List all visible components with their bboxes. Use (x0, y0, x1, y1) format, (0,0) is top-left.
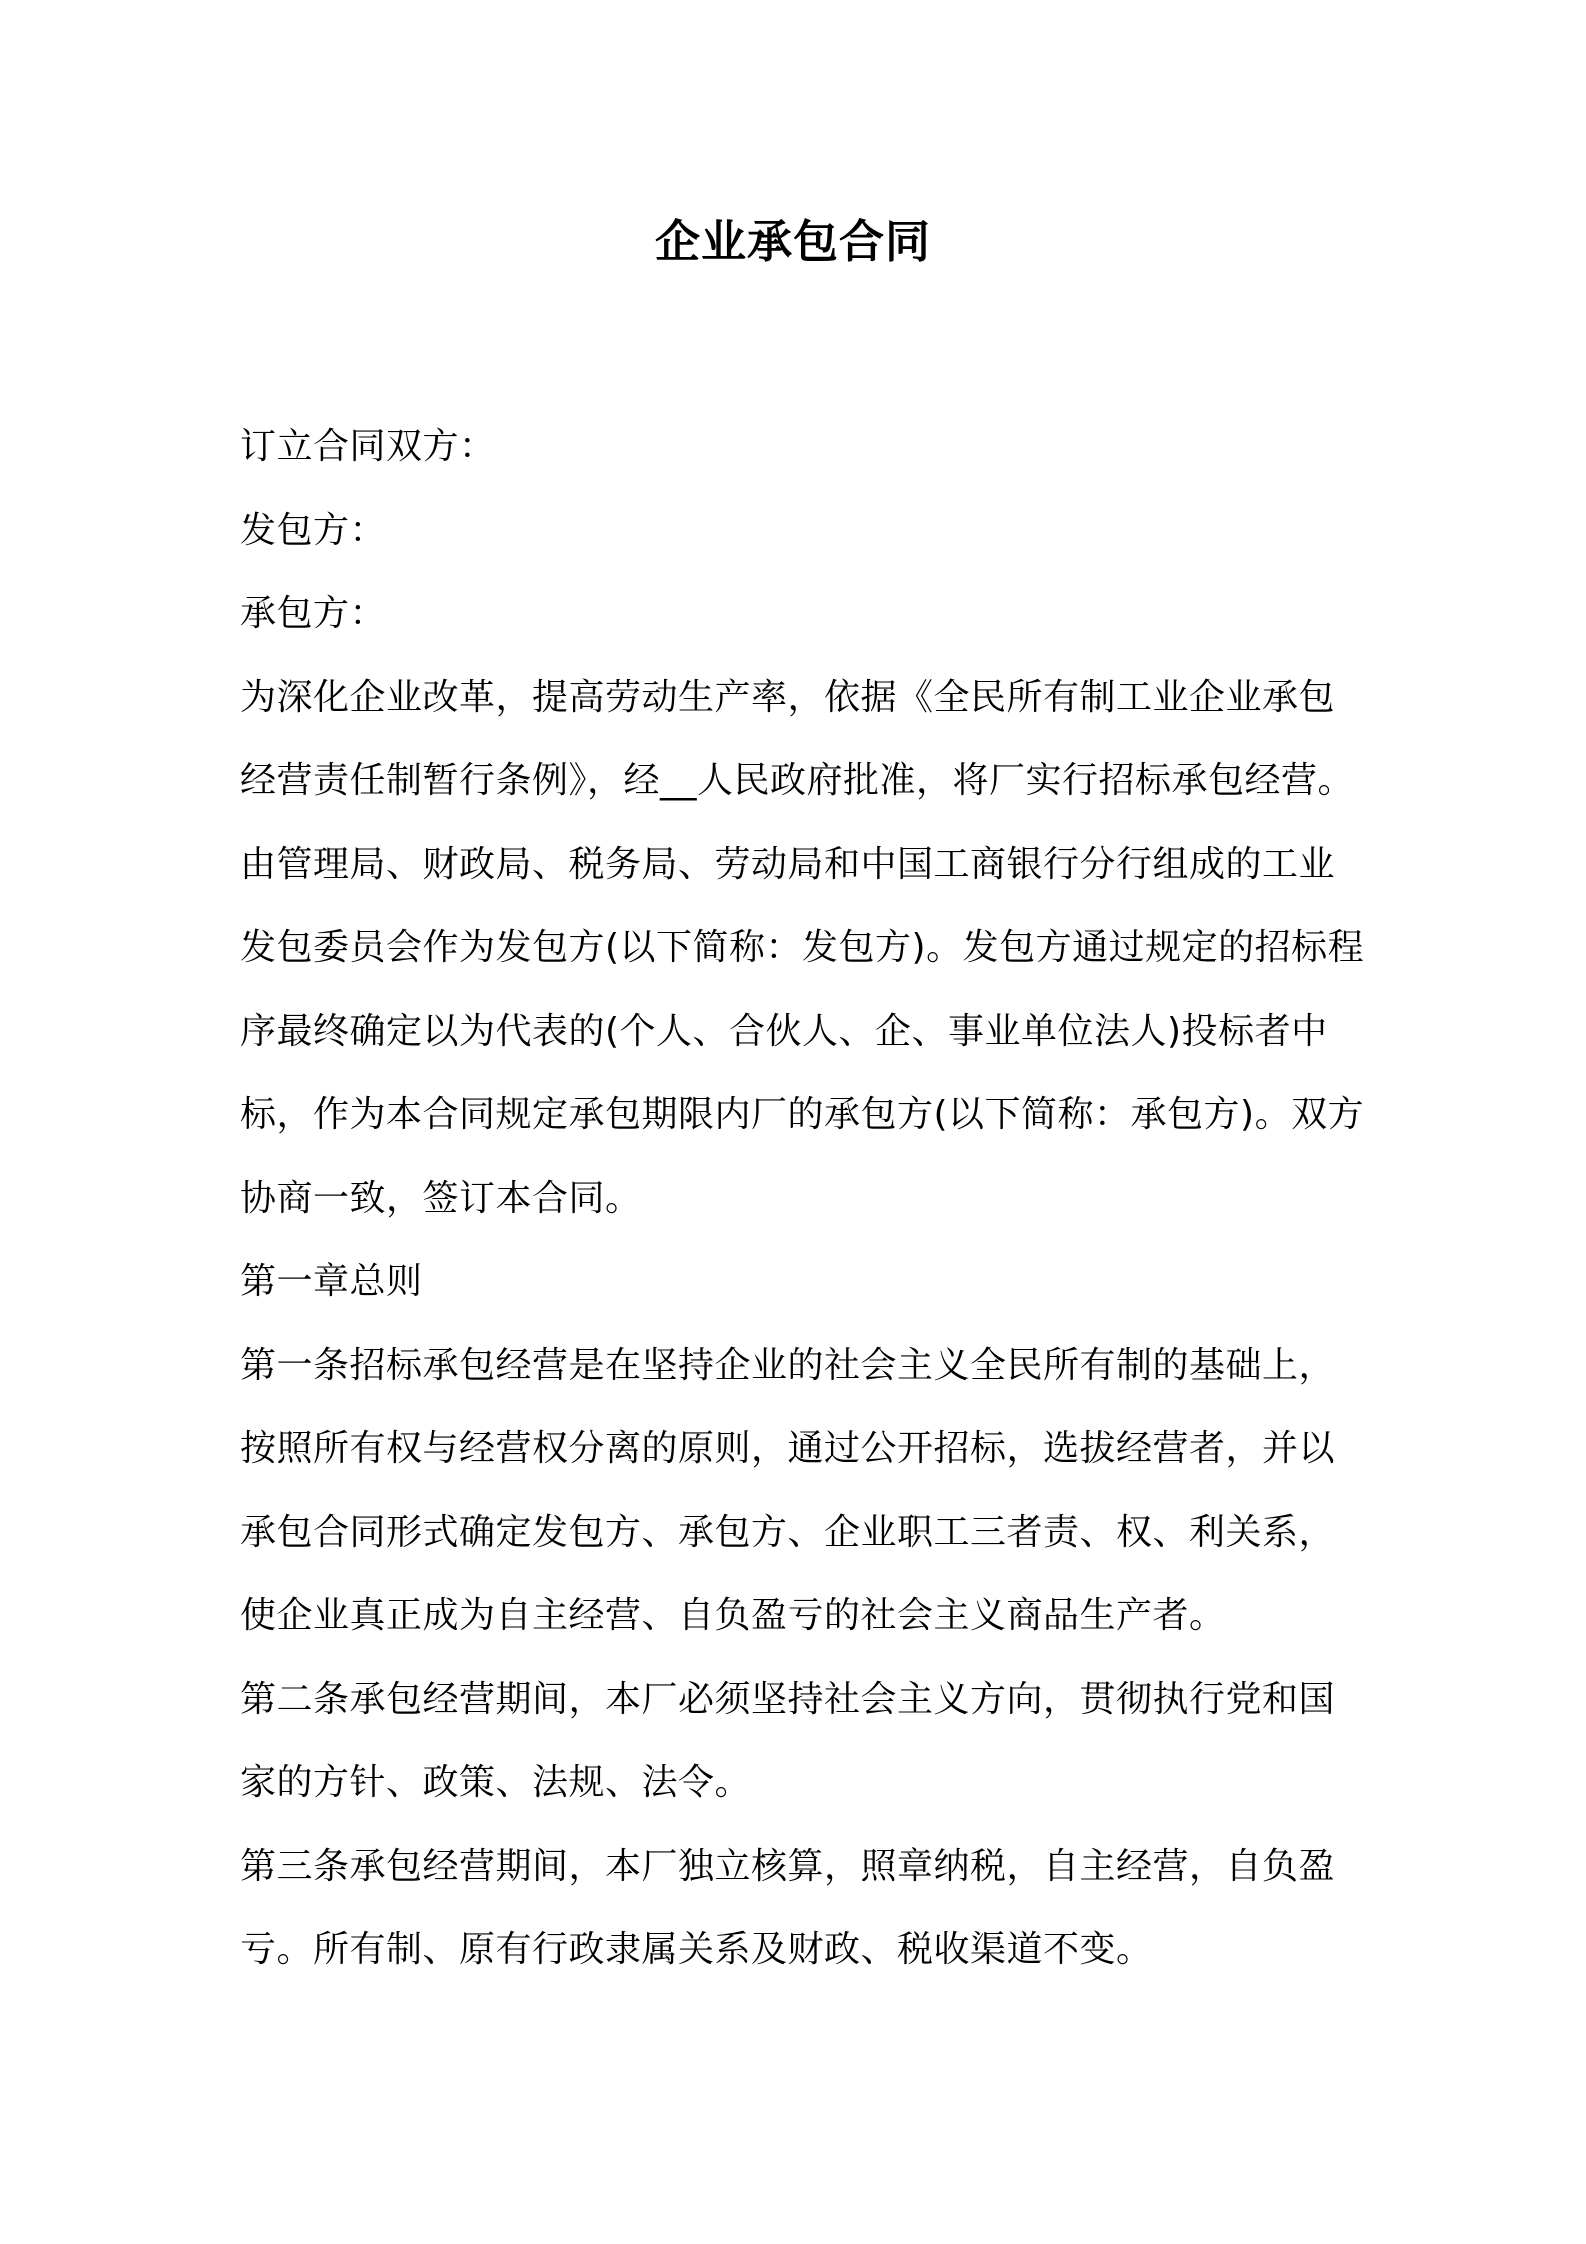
chapter-heading: 第一章总则 (240, 1261, 423, 1302)
document-title: 企业承包合同 (654, 215, 931, 268)
paragraph-contractor-issuer: 发包方： (240, 509, 387, 551)
paragraph-parties-intro: 订立合同双方： (240, 426, 496, 467)
article-2: 第二条承包经营期间，本厂必须坚持社会主义方向，贯彻执行党和国家的方针、政策、法规、法令。 (240, 1678, 1336, 1803)
article-1: 第一条招标承包经营是在坚持企业的社会主义全民所有制的基础上，按照所有权与经营权分离的原则，通过公开招标，选拔经营者，并以承包合同形式确定发包方、承包方、企业职工三者责、权、利关系，使企业真正成为自主经营、自负盈亏的社会主义商品生产者。 (240, 1344, 1336, 1636)
paragraph-preamble: 为深化企业改革，提高劳动生产率，依据《全民所有制工业企业承包经营责任制暂行条例》，经__人民政府批准，将厂实行招标承包经营。由管理局、财政局、税务局、劳动局和中国工商银行分行组成的工业发包委员会作为发包方(以下简称：发包方)。发包方通过规定的招标程序最终确定以为代表的(个人、合伙人、企、事业单位法人)投标者中标，作为本合同规定承包期限内厂的承包方(以下简称：承包方)。双方协商一致，签订本合同。 (240, 676, 1365, 1219)
paragraph-contractee: 承包方： (240, 593, 387, 634)
article-3: 第三条承包经营期间，本厂独立核算，照章纳税，自主经营，自负盈亏。所有制、原有行政隶属关系及财政、税收渠道不变。 (240, 1845, 1336, 1970)
document-body (240, 405, 1370, 1992)
